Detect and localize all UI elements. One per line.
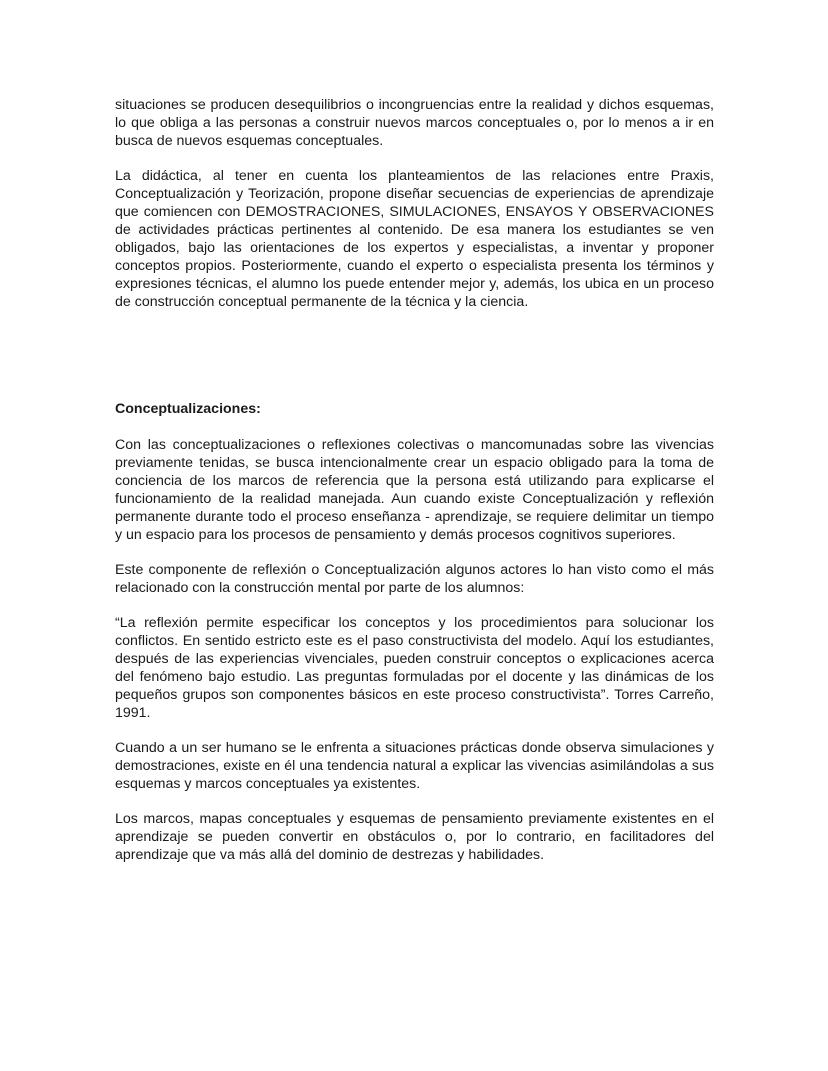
paragraph-5: Cuando a un ser humano se le enfrenta a situaciones prácticas donde observa simulaciones y demostraciones, existe en él una tendencia natural a explicar las vivencias asimilándolas a sus esquemas y marcos conceptuales ya existentes. [115, 740, 714, 792]
paragraph-3: Con las conceptualizaciones o reflexiones colectivas o mancomunadas sobre las vivencias previamente tenidas, se busca intencionalmente crear un espacio obligado para la toma de conciencia de los marcos de referencia que la persona está utilizando para explicarse el funcionamiento de la realidad manejada. Aun cuando existe Conceptualización y reflexión permanente durante todo el proceso enseñanza - aprendizaje, se requiere delimitar un tiempo y un espacio para los procesos de pensamiento y demás procesos cognitivos superiores. [115, 437, 714, 543]
paragraph-1: situaciones se producen desequilibrios o incongruencias entre la realidad y dichos esquemas, lo que obliga a las personas a construir nuevos marcos conceptuales o, por lo menos a ir en busca de nuevos esquemas conceptuales. [115, 97, 714, 149]
quote-paragraph: “La reflexión permite especificar los conceptos y los procedimientos para solucionar los conflictos. En sentido estricto este es el paso constructivista del modelo. Aquí los estudiantes, después de las experiencias vivenciales, pueden construir conceptos o explicaciones acerca del fenómeno bajo estudio. Las preguntas formuladas por el docente y las dinámicas de los pequeños grupos son componentes básicos en este proceso constructivista”. Torres Carreño, 1991. [115, 615, 714, 721]
section-heading: Conceptualizaciones: [115, 401, 261, 417]
paragraph-2: La didáctica, al tener en cuenta los planteamientos de las relaciones entre Praxis, Conceptualización y Teorización, propone diseñar secuencias de experiencias de aprendizaje que comiencen con DEMOSTRACIONES, SIMULACIONES, ENSAYOS Y OBSERVACIONES de actividades prácticas pertinentes al contenido. De esa manera los estudiantes se ven obligados, bajo las orientaciones de los expertos y especialistas, a inventar y proponer conceptos propios. Posteriormente, cuando el experto o especialista presenta los términos y expresiones técnicas, el alumno los puede entender mejor y, además, los ubica en un proceso de construcción conceptual permanente de la técnica y la ciencia. [115, 168, 714, 310]
paragraph-4: Este componente de reflexión o Conceptualización algunos actores lo han visto como el más relacionado con la construcción mental por parte de los alumnos: [115, 562, 714, 596]
section-spacer [115, 328, 714, 400]
paragraph-6: Los marcos, mapas conceptuales y esquemas de pensamiento previamente existentes en el aprendizaje se pueden convertir en obstáculos o, por lo contrario, en facilitadores del aprendizaje que va más allá del dominio de destrezas y habilidades. [115, 811, 714, 863]
document-body [115, 96, 714, 881]
